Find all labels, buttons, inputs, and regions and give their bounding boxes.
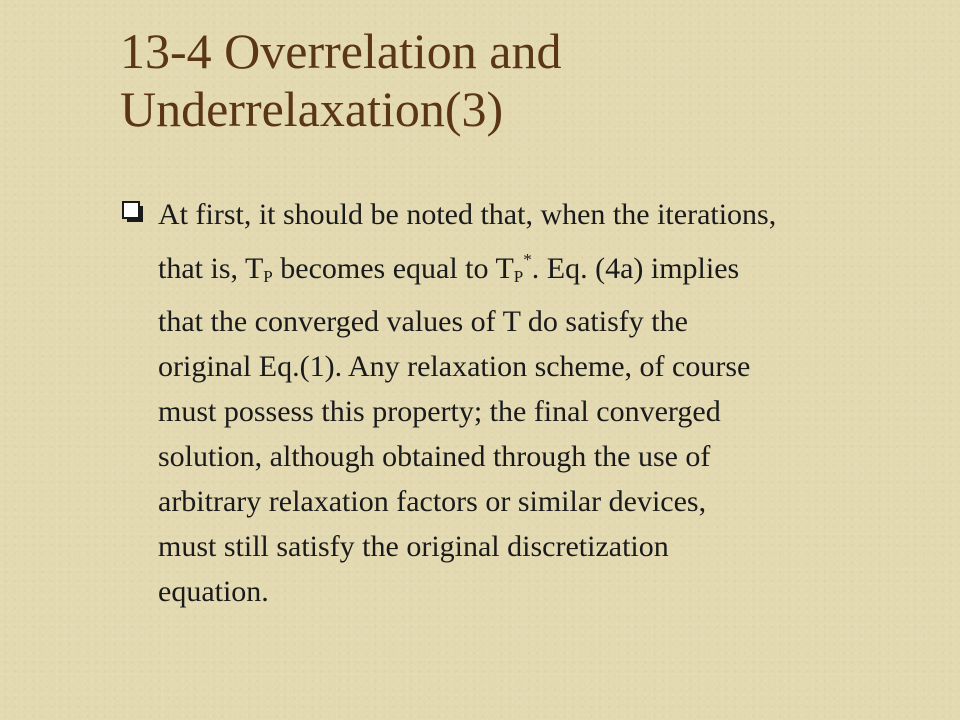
bullet-line-4: original Eq.(1). Any relaxation scheme, of course xyxy=(158,350,751,383)
line-2-middle: becomes equal to T xyxy=(272,252,514,285)
bullet-line-9: equation. xyxy=(158,575,269,608)
line-2-prefix: that is, T xyxy=(158,252,264,285)
title-line-1: 13-4 Overrelation and xyxy=(120,23,562,79)
subscript-p: P xyxy=(263,267,273,286)
subscript-p-star: P xyxy=(513,267,524,286)
bullet-line-6: solution, although obtained through the use of xyxy=(158,440,711,473)
bullet-text xyxy=(158,192,928,614)
bullet-line-1: At first, it should be noted that, when the iterations, xyxy=(158,198,777,231)
bullet-line-5: must possess this property; the final converged xyxy=(158,395,721,428)
bullet-line-3: that the converged values of T do satisfy the xyxy=(158,305,688,338)
bullet-line-7: arbitrary relaxation factors or similar devices, xyxy=(158,485,707,518)
bullet-line-2 xyxy=(158,237,928,299)
slide-title xyxy=(120,22,920,138)
line-2-suffix: . Eq. (4a) implies xyxy=(531,252,740,285)
square-checkbox-bullet-icon xyxy=(122,201,144,223)
title-line-2: Underrelaxation(3) xyxy=(120,81,504,137)
bullet-line-8: must still satisfy the original discretization xyxy=(158,530,669,563)
superscript-star: * xyxy=(523,250,532,269)
